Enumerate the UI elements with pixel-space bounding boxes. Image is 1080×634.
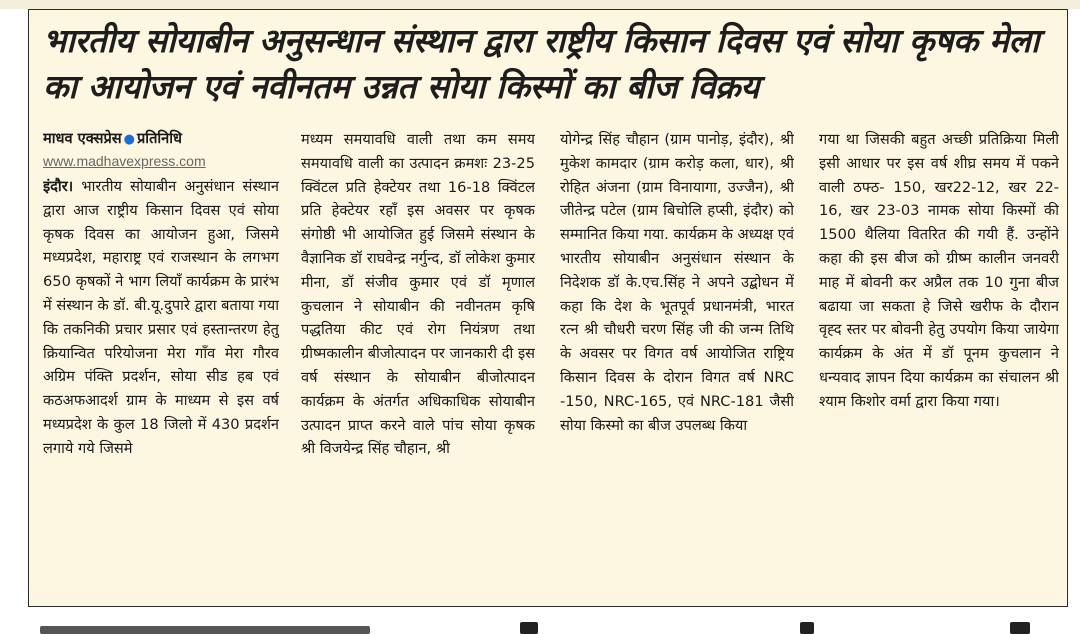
byline-role: प्रतिनिधि	[137, 130, 183, 147]
news-article-panel	[28, 9, 1068, 607]
top-band	[0, 0, 1080, 9]
column-1-body: भारतीय सोयाबीन अनुसंधान संस्थान द्वारा आज राष्ट्रीय किसान दिवस एवं सोया कृषक दिवस का आयोजन हुआ, जिसमे मध्यप्रदेश, महाराष्ट्र एवं राजस्थान के लगभग 650 कृषकों ने भाग लियाँ कार्यक्रम के प्रारंभ में संस्थान के डॉ. बी.यू.दुपारे द्वारा बताया गया कि तकनिकी प्रचार प्रसार एवं हस्तान्तरण हेतु क्रियान्वित परियोजना मेरा गाँव मेरा गौरव अग्रिम पंक्ति प्रदर्शन, सोया सीड हब एवं कठअफआदर्श ग्राम के माध्यम से इस वर्ष मध्यप्रदेश के कुल 18 जिलो में 430 प्रदर्शन लगाये गये जिसमे	[43, 178, 279, 457]
dateline-city: इंदौर।	[43, 178, 74, 195]
byline	[43, 128, 279, 151]
article-column-1	[43, 128, 279, 461]
cutoff-text-fragment	[40, 626, 370, 634]
website-link[interactable]: www.madhavexpress.com	[43, 153, 206, 169]
cutoff-text-fragment	[800, 622, 814, 634]
byline-source: माधव एक्सप्रेस	[43, 130, 122, 147]
article-headline: भारतीय सोयाबीन अनुसन्धान संस्थान द्वारा राष्ट्रीय किसान दिवस एवं सोया कृषक मेला का आयोजन एवं नवीनतम उन्नत सोया किस्मों का बीज विक्रय	[43, 21, 1040, 106]
next-article-cutoff	[0, 612, 1080, 634]
column-2-text: मध्यम समयावधि वाली तथा कम समय समयावधि वाली का उत्पादन क्रमशः 23-25 क्विंटल प्रति हेक्टेयर तथा 16-18 क्विंटल प्रति हेक्टेयर रहाँ इस अवसर पर कृषक संगोष्ठी भी आयोजित हुई जिसमे संस्थान के वैज्ञानिक डॉ राघवेन्द्र नर्गुन्द, डॉ लोकेश कुमार मीना, डॉ संजीव कुमार एवं डॉ मृणाल कुचलान ने सोयाबीन की नवीनतम कृषि पद्धतिया कीट एवं रोग नियंत्रण तथा ग्रीष्मकालीन बीजोत्पादन पर जानकारी दी इस वर्ष संस्थान के सोयाबीन बीजोत्पादन कार्यक्रम के अंतर्गत अधिकाधिक सोयाबीन उत्पादन प्राप्त करने वाले पांच सोया कृषक श्री विजयेन्द्र सिंह चौहान, श्री	[301, 131, 535, 458]
article-column-4	[819, 128, 1059, 414]
column-4-text: गया था जिसकी बहुत अच्छी प्रतिक्रिया मिली इसी आधार पर इस वर्ष शीघ्र समय में पकने वाली ठफ्ठ- 150, खर22-12, खर 22-16, खर 23-03 नामक सोया किस्मों की 1500 थैलिया वितरित की गयी हैं. उन्होंने कहा की इस बीज को ग्रीष्म कालीन जनवरी माह में बोवनी कर अप्रैल तक 10 गुना बीज बढाया जा सकता हे जिसे खरीफ के दौरान वृह्द स्तर पर बोवनी हेतु उपयोग किया जायेगा कार्यक्रम के अंत में डॉ पूनम कुचलान ने धन्यवाद ज्ञापन दिया कार्यक्रम का संचालन श्री श्याम किशोर वर्मा द्वारा किया गया।	[819, 131, 1059, 410]
article-columns	[43, 128, 1061, 602]
cutoff-text-fragment	[520, 622, 538, 634]
column-3-text: योगेन्द्र सिंह चौहान (ग्राम पानोड़, इंदौर), श्री मुकेश कामदार (ग्राम करोड़ कला, धार), श्री रोहित अंजना (ग्राम विनायागा, उज्जैन), श्री जीतेन्द्र पटेल (ग्राम बिचोलि हप्सी, इंदौर) को सम्मानित किया गया. कार्यक्रम के अध्यक्ष एवं भारतीय सोयाबीन अनुसंधान संस्थान के निदेशक डॉ के.एच.सिंह ने अपने उद्बोधन में कहा कि देश के भूतपूर्व प्रधानमंत्री, भारत रत्न श्री चौधरी चरण सिंह जी की जन्म तिथि के अवसर पर विगत वर्ष आयोजित राष्ट्रिय किसान दिवस के दोरान विगत वर्ष NRC -150, NRC-165, एवं NRC-181 जैसी सोया किस्मो का बीज उपलब्ध किया	[560, 131, 794, 434]
bullet-dot-icon: ●	[123, 132, 135, 147]
column-1-text	[43, 175, 279, 461]
article-column-2	[301, 128, 535, 461]
article-column-3	[560, 128, 794, 437]
cutoff-text-fragment	[1010, 622, 1030, 634]
